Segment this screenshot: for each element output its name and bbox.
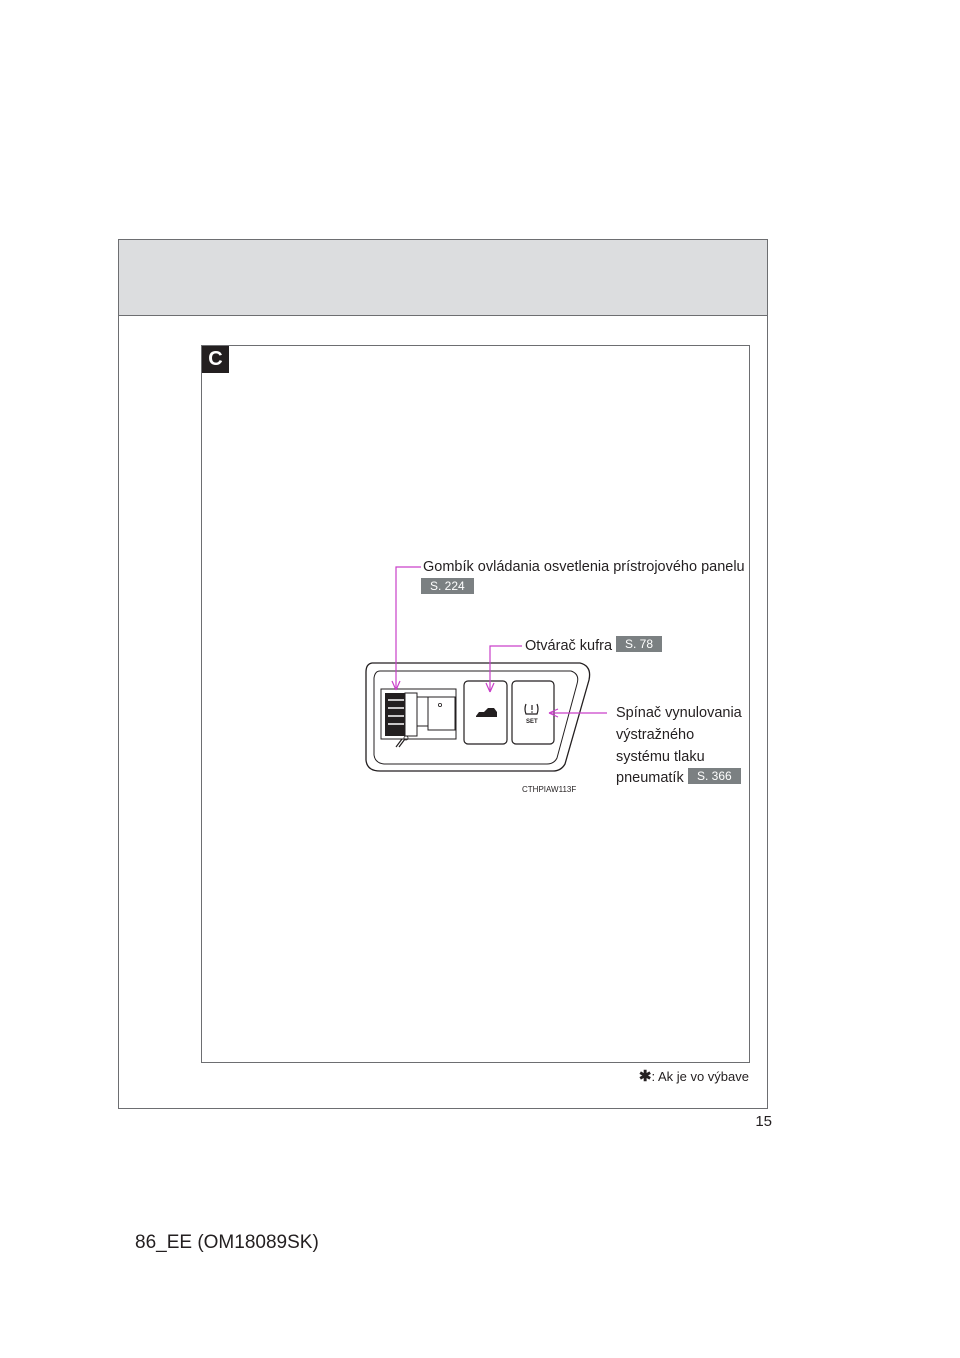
tpms-callout-line1: Spínač vynulovania — [616, 705, 742, 721]
tpms-callout-line3: systému tlaku — [616, 749, 705, 765]
svg-text:SET: SET — [526, 719, 538, 725]
image-code-label: CTHPIAW113F — [522, 785, 577, 794]
page-number: 15 — [755, 1113, 772, 1130]
trunk-opener-button — [464, 681, 507, 744]
footnote-text: : Ak je vo výbave — [651, 1069, 749, 1084]
trunk-ref-tag: S. 78 — [616, 636, 662, 652]
footnote-star-icon: ✱ — [638, 1068, 652, 1085]
illumination-callout-label: Gombík ovládania osvetlenia prístrojového panelu — [423, 559, 745, 575]
document-code: 86_EE (OM18089SK) — [135, 1232, 319, 1253]
tpms-callout-line4: pneumatík — [616, 770, 684, 786]
tpms-reset-button — [512, 681, 554, 744]
footnote — [639, 1067, 749, 1085]
tpms-callout-line2: výstražného — [616, 727, 695, 743]
section-badge: C — [202, 346, 229, 373]
illumination-ref-tag: S. 224 — [421, 578, 474, 594]
tpms-ref-tag: S. 366 — [688, 768, 741, 784]
trunk-callout-label: Otvárač kufra — [525, 638, 613, 654]
